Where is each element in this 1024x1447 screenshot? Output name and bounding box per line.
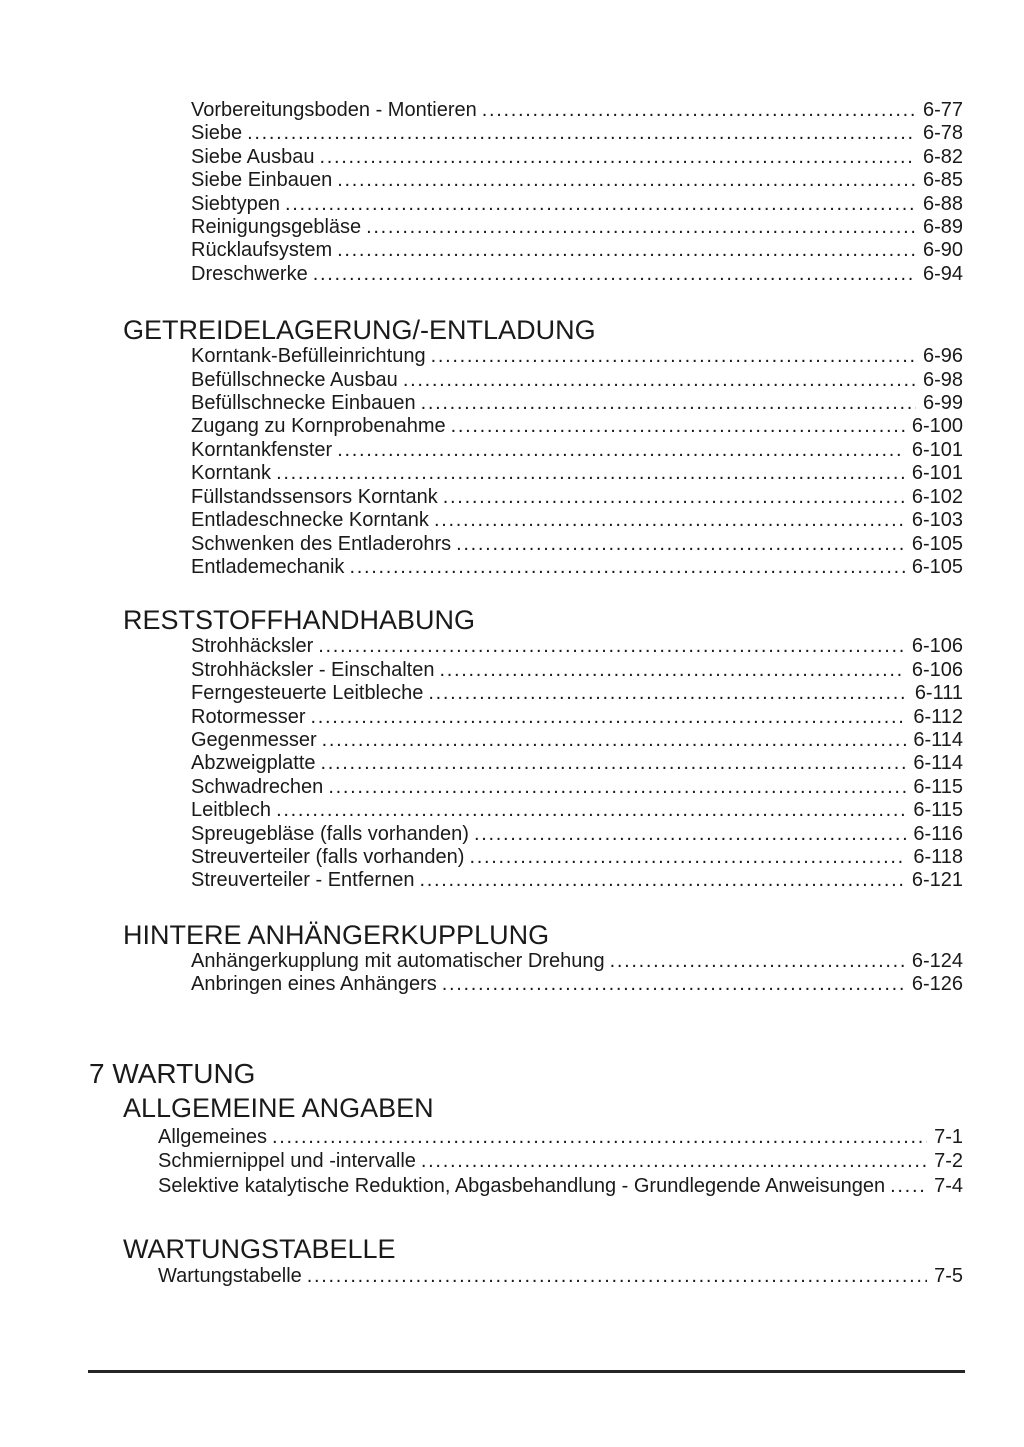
dot-leader: [482, 99, 916, 122]
toc-entry-label: Korntank: [191, 462, 272, 485]
dot-leader: [403, 369, 916, 392]
page-number: 7-1: [934, 1125, 963, 1148]
toc-entry-label: Zugang zu Kornprobenahme: [191, 415, 446, 438]
page-number: 6-124: [911, 949, 963, 972]
toc-entry-label: Reinigungsgebläse: [191, 216, 362, 239]
toc-entry-group: [0, 635, 1024, 892]
dot-leader: [456, 533, 905, 556]
toc-entry-label: Streuverteiler - Entfernen: [191, 869, 415, 892]
toc-entry-group: [0, 99, 1024, 286]
section-heading-wartungstabelle: WARTUNGSTABELLE: [123, 1234, 396, 1265]
dot-leader: [319, 146, 916, 169]
dot-leader: [890, 1174, 927, 1199]
toc-entry: [191, 533, 963, 556]
toc-entry-label: Rücklaufsystem: [191, 239, 333, 262]
toc-entry-label: Strohhäcksler: [191, 635, 314, 658]
dot-leader: [321, 752, 907, 775]
dot-leader: [431, 345, 916, 368]
dot-leader: [421, 392, 916, 415]
dot-leader: [349, 556, 904, 579]
toc-entry: [191, 823, 963, 846]
dot-leader: [313, 263, 916, 286]
toc-entry: [191, 146, 963, 169]
toc-entry-label: Strohhäcksler - Einschalten: [191, 658, 435, 681]
toc-entry-label: Befüllschnecke Einbauen: [191, 392, 416, 415]
toc-entry: [191, 439, 963, 462]
dot-leader: [419, 869, 904, 892]
toc-entry-label: Allgemeines: [158, 1125, 267, 1148]
dot-leader: [337, 439, 905, 462]
dot-leader: [272, 1125, 927, 1150]
page-number: 6-121: [911, 869, 963, 892]
toc-entry: [191, 973, 963, 996]
toc-entry-group: [0, 1125, 1024, 1199]
toc-entry-label: Schmiernippel und -intervalle: [158, 1150, 416, 1173]
toc-entry: [191, 776, 963, 799]
page-number: 6-89: [922, 216, 963, 239]
dot-leader: [474, 823, 906, 846]
page-number: 6-105: [911, 555, 963, 578]
dot-leader: [322, 729, 907, 752]
toc-entry-label: Siebe: [191, 122, 243, 145]
section-heading-allgemeine-angaben: ALLGEMEINE ANGABEN: [123, 1092, 434, 1123]
toc-entry: [158, 1264, 963, 1289]
dot-leader: [318, 635, 905, 658]
toc-entry-label: Spreugebläse (falls vorhanden): [191, 822, 469, 845]
toc-entry-label: Entlademechanik: [191, 555, 345, 578]
toc-entry: [191, 216, 963, 239]
toc-entry: [191, 950, 963, 973]
dot-leader: [443, 486, 905, 509]
dot-leader: [276, 799, 906, 822]
toc-entry: [191, 509, 963, 532]
toc-entry-label: Rotormesser: [191, 705, 306, 728]
page-number: 6-101: [911, 438, 963, 461]
dot-leader: [276, 462, 905, 485]
page-number: 6-116: [913, 822, 963, 845]
toc-entry: [191, 345, 963, 368]
dot-leader: [469, 846, 906, 869]
toc-entry-group: [0, 345, 1024, 579]
toc-entry-group: [0, 950, 1024, 997]
toc-entry: [191, 486, 963, 509]
toc-entry-label: Anhängerkupplung mit automatischer Drehung: [191, 949, 605, 972]
dot-leader: [337, 169, 916, 192]
page-number: 6-88: [922, 192, 963, 215]
toc-entry: [191, 635, 963, 658]
page-number: 6-105: [911, 532, 963, 555]
toc-entry-label: Anbringen eines Anhängers: [191, 973, 437, 996]
section-heading-reststoffhandhabung: RESTSTOFFHANDHABUNG: [123, 605, 476, 636]
toc-entry: [191, 169, 963, 192]
page-number: 7-5: [934, 1265, 963, 1288]
chapter-heading-wartung: 7 WARTUNG: [89, 1057, 256, 1089]
toc-entry: [191, 462, 963, 485]
page-number: 6-115: [913, 775, 963, 798]
page-number: 6-77: [922, 99, 963, 121]
toc-entry: [191, 392, 963, 415]
toc-entry-group: [0, 1264, 1024, 1289]
dot-leader: [442, 973, 905, 996]
page-number: 6-90: [922, 239, 963, 262]
toc-entry: [191, 415, 963, 438]
section-heading-getreidelagerung-entladung: GETREIDELAGERUNG/-ENTLADUNG: [123, 315, 596, 346]
footer-rule: [88, 1370, 965, 1373]
toc-entry: [158, 1149, 963, 1174]
dot-leader: [428, 682, 907, 705]
page-number: 6-106: [911, 635, 963, 658]
page-number: 6-82: [922, 145, 963, 168]
toc-entry-label: Selektive katalytische Reduktion, Abgasbehandlung - Grundlegende Anweisungen: [158, 1174, 886, 1197]
dot-leader: [310, 706, 906, 729]
toc-entry: [191, 799, 963, 822]
toc-entry-label: Schwenken des Entladerohrs: [191, 532, 452, 555]
page-number: 6-114: [913, 752, 963, 775]
dot-leader: [337, 239, 916, 262]
page-number: 6-100: [911, 415, 963, 438]
toc-entry: [191, 752, 963, 775]
toc-entry-label: Siebe Einbauen: [191, 169, 333, 192]
page-number: 6-99: [922, 392, 963, 415]
page-number: 7-2: [934, 1150, 963, 1173]
toc-entry-label: Abzweigplatte: [191, 752, 316, 775]
dot-leader: [439, 659, 904, 682]
dot-leader: [366, 216, 916, 239]
page-number: 6-94: [922, 262, 963, 285]
toc-entry: [158, 1174, 963, 1199]
section-heading-hintere-anhaengerkupplung: HINTERE ANHÄNGERKUPPLUNG: [123, 919, 550, 950]
page-number: 6-98: [922, 368, 963, 391]
dot-leader: [285, 193, 916, 216]
toc-entry-label: Dreschwerke: [191, 262, 308, 285]
page-number: 6-114: [913, 728, 963, 751]
toc-entry-label: Füllstandssensors Korntank: [191, 485, 438, 508]
dot-leader: [434, 509, 905, 532]
toc-entry-label: Siebtypen: [191, 192, 280, 215]
toc-entry: [191, 682, 963, 705]
dot-leader: [247, 122, 916, 145]
toc-entry: [158, 1125, 963, 1150]
toc-entry-label: Ferngesteuerte Leitbleche: [191, 682, 424, 705]
page-number: 6-96: [922, 345, 963, 368]
toc-entry: [191, 706, 963, 729]
toc-entry-label: Korntankfenster: [191, 438, 333, 461]
toc-entry-label: Vorbereitungsboden - Montieren: [191, 99, 477, 121]
page-number: 7-4: [934, 1174, 963, 1197]
toc-entry-label: Wartungstabelle: [158, 1265, 302, 1288]
page-number: 6-111: [914, 682, 963, 705]
toc-entry-label: Schwadrechen: [191, 775, 324, 798]
toc-entry: [191, 556, 963, 579]
toc-entry-label: Streuverteiler (falls vorhanden): [191, 845, 465, 868]
toc-entry: [191, 369, 963, 392]
page-number: 6-115: [913, 799, 963, 822]
dot-leader: [307, 1264, 927, 1289]
dot-leader: [421, 1149, 927, 1174]
page-number: 6-102: [911, 485, 963, 508]
dot-leader: [328, 776, 906, 799]
toc-entry: [191, 846, 963, 869]
toc-entry: [191, 239, 963, 262]
toc-entry-label: Siebe Ausbau: [191, 145, 315, 168]
toc-entry: [191, 193, 963, 216]
toc-entry: [191, 263, 963, 286]
page-number: 6-78: [922, 122, 963, 145]
page-number: 6-106: [911, 658, 963, 681]
page-number: 6-101: [911, 462, 963, 485]
page-number: 6-103: [911, 509, 963, 532]
toc-entry: [191, 869, 963, 892]
page-number: 6-118: [913, 845, 963, 868]
toc-entry-label: Korntank-Befülleinrichtung: [191, 345, 426, 368]
toc-entry-label: Befüllschnecke Ausbau: [191, 368, 398, 391]
toc-entry: [191, 729, 963, 752]
toc-entry-label: Entladeschnecke Korntank: [191, 509, 429, 532]
page-number: 6-85: [922, 169, 963, 192]
toc-entry: [191, 122, 963, 145]
toc-entry: [191, 99, 963, 122]
toc-entry: [191, 659, 963, 682]
page-number: 6-126: [911, 973, 963, 996]
toc-entry-label: Gegenmesser: [191, 728, 317, 751]
dot-leader: [610, 950, 905, 973]
dot-leader: [451, 415, 905, 438]
toc-entry-label: Leitblech: [191, 799, 272, 822]
page-number: 6-112: [913, 705, 963, 728]
